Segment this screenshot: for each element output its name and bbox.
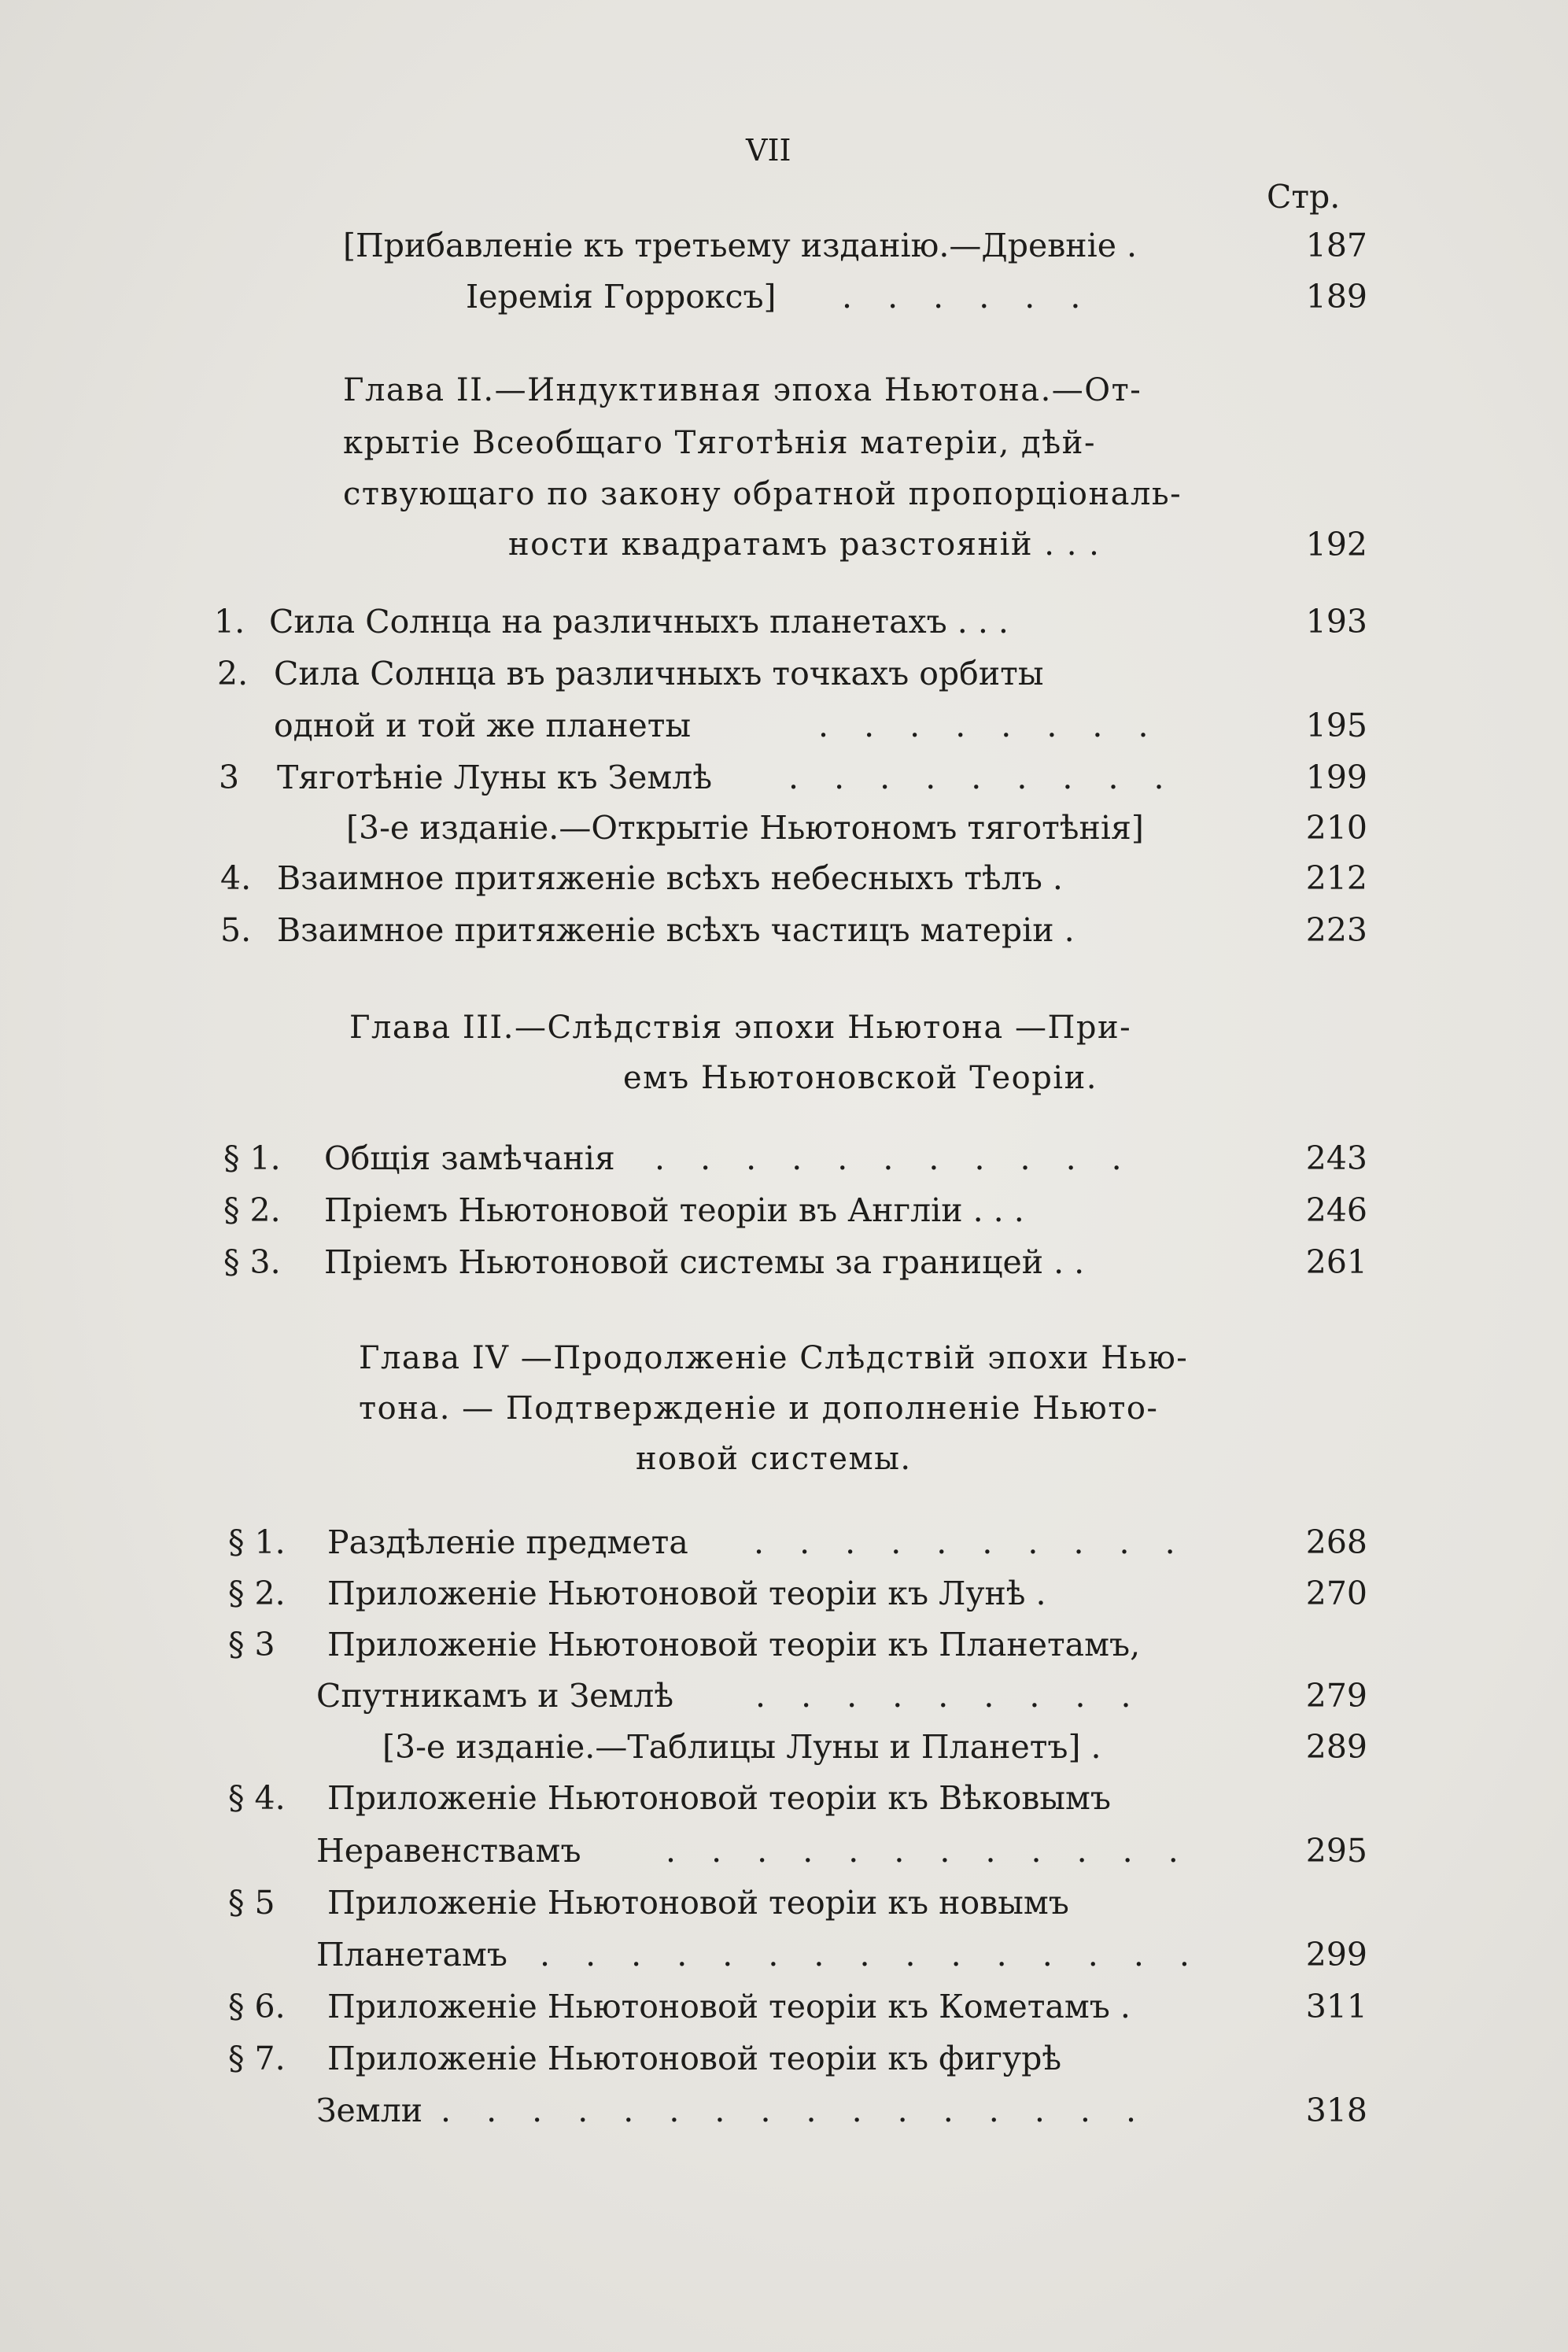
entry-leader-dots: . . . . . . . . . . . . . . . . bbox=[441, 2092, 1149, 2129]
entry-number: 4. bbox=[220, 859, 252, 897]
chapter-heading-line: Глава II.—Индуктивная эпоха Ньютона.—От- bbox=[343, 372, 1142, 408]
entry-text: Приложеніе Ньютоновой теоріи къ Планетамъ, bbox=[327, 1626, 1141, 1663]
entry-page: 193 bbox=[1305, 603, 1367, 641]
entry-text: Приложеніе Ньютоновой теоріи къ Вѣковымъ bbox=[327, 1779, 1111, 1817]
entry-page: 246 bbox=[1305, 1191, 1367, 1229]
entry-text: Пріемъ Ньютоновой теоріи въ Англіи . . . bbox=[324, 1191, 1024, 1229]
entry-text-continued: Спутникамъ и Землѣ bbox=[316, 1677, 674, 1715]
entry-number: § 1. bbox=[228, 1523, 286, 1561]
entry-text: [Прибавленіе къ третьему изданію.—Древніе . bbox=[343, 227, 1138, 264]
page-column-label: Стр. bbox=[1267, 178, 1341, 216]
entry-text-continued: Неравенствамъ bbox=[316, 1832, 581, 1870]
entry-page: 199 bbox=[1305, 759, 1367, 796]
entry-leader-dots: . . . . . . . . . . . . . . . bbox=[540, 1936, 1202, 1974]
entry-number: § 2. bbox=[223, 1191, 281, 1229]
entry-leader-dots: . . . . . . bbox=[842, 278, 1094, 316]
entry-page: 187 bbox=[1305, 227, 1367, 264]
entry-text: Сила Солнца въ различныхъ точкахъ орбиты bbox=[274, 655, 1044, 692]
entry-number: § 1. bbox=[223, 1139, 281, 1177]
entry-leader-dots: . . . . . . . . . . . . bbox=[666, 1832, 1191, 1870]
entry-page: 243 bbox=[1305, 1139, 1367, 1177]
entry-text: Приложеніе Ньютоновой теоріи къ фигурѣ bbox=[327, 2040, 1062, 2077]
entry-number: § 6. bbox=[228, 1988, 286, 2025]
entry-leader-dots: . . . . . . . . . . bbox=[754, 1523, 1188, 1561]
entry-text-continued: Планетамъ bbox=[316, 1936, 507, 1974]
entry-text-continued: Земли bbox=[316, 2092, 423, 2129]
entry-number: § 4. bbox=[228, 1779, 286, 1817]
entry-text: [3-е изданіе.—Таблицы Луны и Планетъ] . bbox=[382, 1728, 1101, 1766]
chapter-heading-line: крытіе Всеобщаго Тяготѣнія матеріи, дѣй- bbox=[343, 425, 1096, 461]
entry-text: Тяготѣніе Луны къ Землѣ bbox=[277, 759, 713, 796]
entry-number: 2. bbox=[217, 655, 249, 692]
entry-text: Приложеніе Ньютоновой теоріи къ Кометамъ . bbox=[327, 1988, 1131, 2025]
entry-page: 299 bbox=[1305, 1936, 1367, 1974]
entry-page: 223 bbox=[1305, 911, 1367, 949]
entry-number: 3 bbox=[219, 759, 240, 796]
entry-page: 279 bbox=[1305, 1677, 1367, 1715]
entry-page: 311 bbox=[1305, 1988, 1367, 2025]
entry-number: § 7. bbox=[228, 2040, 286, 2077]
entry-text-continued: одной и той же планеты bbox=[274, 707, 692, 744]
entry-number: 1. bbox=[214, 603, 245, 641]
entry-page: 295 bbox=[1305, 1832, 1367, 1870]
entry-text: Взаимное притяженіе всѣхъ частицъ матеріи . bbox=[277, 911, 1075, 949]
chapter-heading-line: Глава IV —Продолженіе Слѣдствій эпохи Нью- bbox=[359, 1340, 1189, 1376]
chapter-heading-line: ствующаго по закону обратной пропорціональ- bbox=[343, 476, 1182, 512]
entry-text: [3-е изданіе.—Открытіе Ньютономъ тяготѣнія] bbox=[346, 809, 1144, 847]
entry-page: 270 bbox=[1305, 1575, 1367, 1612]
entry-text: Общія замѣчанія bbox=[324, 1139, 615, 1177]
entry-number: § 3 bbox=[228, 1626, 275, 1663]
entry-number: 5. bbox=[220, 911, 252, 949]
entry-text: Взаимное притяженіе всѣхъ небесныхъ тѣлъ . bbox=[277, 859, 1063, 897]
chapter-heading-line: тона. — Подтвержденіе и дополненіе Ньюто- bbox=[359, 1390, 1159, 1427]
entry-page: 189 bbox=[1305, 278, 1367, 316]
entry-page: 289 bbox=[1305, 1728, 1367, 1766]
entry-page: 268 bbox=[1305, 1523, 1367, 1561]
entry-page: 261 bbox=[1305, 1243, 1367, 1281]
chapter-heading-line: ности квадратамъ разстояній . . . bbox=[508, 526, 1101, 563]
entry-leader-dots: . . . . . . . . bbox=[818, 707, 1161, 744]
entry-leader-dots: . . . . . . . . . bbox=[755, 1677, 1144, 1715]
entry-page: 212 bbox=[1305, 859, 1367, 897]
entry-text: Приложеніе Ньютоновой теоріи къ новымъ bbox=[327, 1884, 1069, 1922]
entry-text: Іеремія Горроксъ] bbox=[466, 278, 777, 316]
chapter-heading-line: новой системы. bbox=[636, 1441, 912, 1477]
entry-page: 318 bbox=[1305, 2092, 1367, 2129]
entry-text: Приложеніе Ньютоновой теоріи къ Лунѣ . bbox=[327, 1575, 1046, 1612]
entry-number: § 2. bbox=[228, 1575, 286, 1612]
entry-leader-dots: . . . . . . . . . . . bbox=[655, 1139, 1134, 1177]
entry-page: 195 bbox=[1305, 707, 1367, 744]
entry-number: § 3. bbox=[223, 1243, 281, 1281]
entry-number: § 5 bbox=[228, 1884, 275, 1922]
entry-page: 210 bbox=[1305, 809, 1367, 847]
entry-text: Раздѣленіе предмета bbox=[327, 1523, 688, 1561]
entry-text: Пріемъ Ньютоновой системы за границей . . bbox=[324, 1243, 1085, 1281]
entry-leader-dots: . . . . . . . . . bbox=[788, 759, 1177, 796]
entry-text: Сила Солнца на различныхъ планетахъ . . . bbox=[269, 603, 1009, 641]
chapter-heading-line: Глава III.—Слѣдствія эпохи Ньютона —При- bbox=[349, 1010, 1132, 1046]
entry-page: 192 bbox=[1305, 526, 1367, 563]
page-number: VII bbox=[746, 133, 791, 168]
chapter-heading-line: емъ Ньютоновской Теоріи. bbox=[623, 1060, 1098, 1096]
